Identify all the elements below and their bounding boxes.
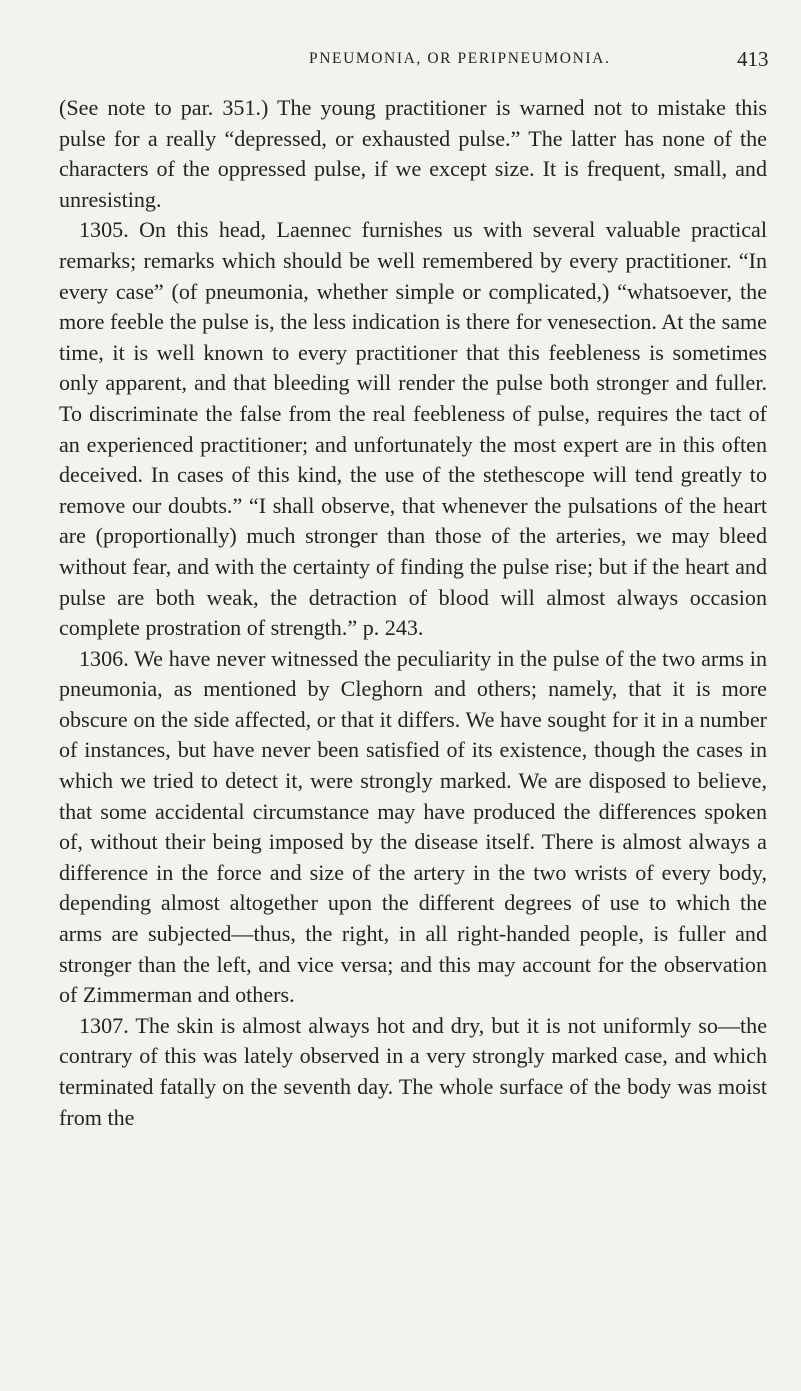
paragraph-1305: 1305. On this head, Laennec furnishes us with several valuable practical remarks; remarks which should be well remembered by every practitioner. “In every case” (of pneumonia, whether simple or complicated,) “whatsoever, the more feeble the pulse is, the less indication is there for venesection. At the same time, it is well known to every practitioner that this feebleness is sometimes only apparent, and that bleeding will render the pulse both stronger and fuller. To discriminate the false from the real feebleness of pulse, requires the tact of an experienced practitioner; and unfortunately the most expert are in this often deceived. In cases of this kind, the use of the stethescope will tend greatly to remove our doubts.” “I shall observe, that whenever the pulsations of the heart are (proportionally) much stronger than those of the arteries, we may bleed without fear, and with the certainty of finding the pulse rise; but if the heart and pulse are both weak, the detraction of blood will almost always occasion complete prostration of strength.” p. 243. <box>59 217 767 641</box>
paragraph-1306: 1306. We have never witnessed the peculiarity in the pulse of the two arms in pneumonia, as mentioned by Cleghorn and others; namely, that it is more obscure on the side affected, or that it differs. We have sought for it in a number of instances, but have never been satisfied of its existence, though the cases in which we tried to detect it, were strongly marked. We are disposed to believe, that some accidental circumstance may have produced the differences spoken of, without their being imposed by the disease itself. There is almost always a difference in the force and size of the artery in the two wrists of every body, depending almost altogether upon the different degrees of use to which the arms are subjected—thus, the right, in all right-handed people, is fuller and stronger than the left, and vice versa; and this may account for the observation of Zimmerman and others. <box>59 645 767 1008</box>
page-number: 413 <box>737 47 769 71</box>
paragraph-continuation: (See note to par. 351.) The young practitioner is warned not to mistake this pulse for a really “depressed, or exhausted pulse.” The latter has none of the characters of the oppressed pulse, if we except size. It is frequent, small, and unresisting. <box>59 95 767 212</box>
running-title: PNEUMONIA, OR PERIPNEUMONIA. <box>309 50 611 67</box>
body-text <box>59 93 767 1133</box>
paragraph-1307: 1307. The skin is almost always hot and dry, but it is not uniformly so—the contrary of this was lately observed in a very strongly marked case, and which terminated fatally on the seventh day. The whole surface of the body was moist from the <box>59 1012 767 1130</box>
page-header <box>0 46 801 76</box>
